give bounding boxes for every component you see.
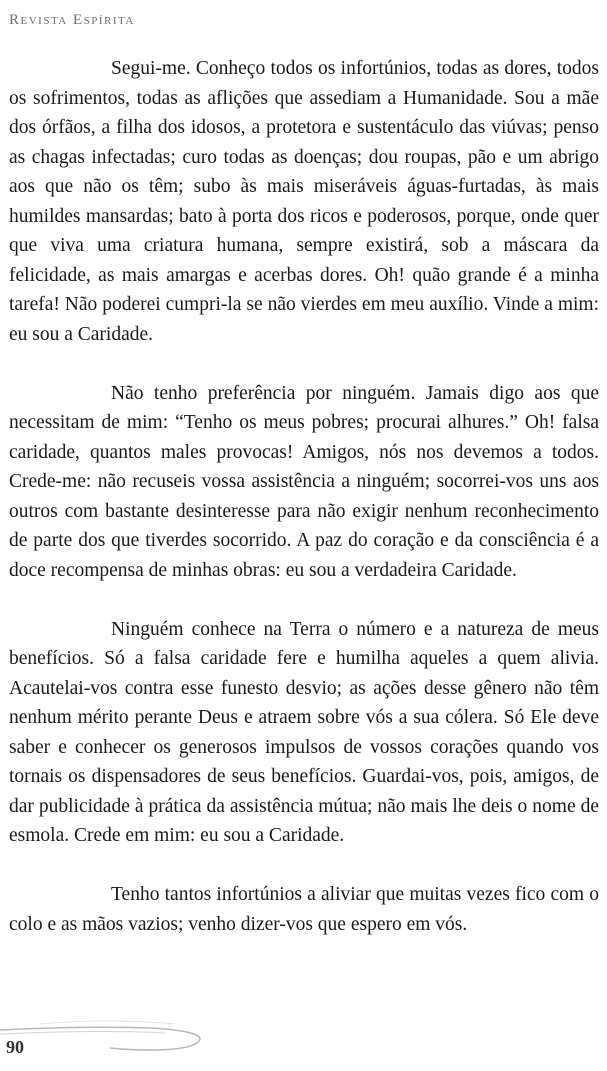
page-number: 90: [6, 1037, 24, 1057]
paragraph-3: Ninguém conhece na Terra o número e a natureza de meus benefícios. Só a falsa caridade fere e humilha aqueles a quem alivia. Acautelai-vos contra esse funesto desvio; as ações desse gênero não têm nenhum mérito perante Deus e atraem sobre vós a sua cólera. Só Ele deve saber e conhecer os generosos impulsos de vossos corações quando vos tornais os dispensadores de seus benefícios. Guardai-vos, pois, amigos, de dar publicidade à prática da assistência mútua; não mais lhe deis o nome de esmola. Crede em mim: eu sou a Caridade.: [9, 618, 599, 846]
running-header: Revista Espírita: [9, 12, 135, 28]
swoosh-ornament: [0, 1010, 220, 1060]
paragraph-4: Tenho tantos infortúnios a aliviar que muitas vezes fico com o colo e as mãos vazios; venho dizer-vos que espero em vós.: [9, 884, 599, 935]
paragraph-1: Segui-me. Conheço todos os infortúnios, todas as dores, todos os sofrimentos, todas as aflições que assediam a Humanidade. Sou a mãe dos órfãos, a filha dos idosos, a protetora e sustentáculo das viúvas; penso as chagas infectadas; curo todas as doenças; dou roupas, pão e um abrigo aos que não os têm; subo às mais miseráveis águas-furtadas, às mais humildes mansardas; bato à porta dos ricos e poderosos, porque, onde quer que viva uma criatura humana, sempre existirá, sob a máscara da felicidade, as mais amargas e acerbas dores. Oh! quão grande é a minha tarefa! Não poderei cumpri-la se não vierdes em meu auxílio. Vinde a mim: eu sou a Caridade.: [9, 58, 599, 345]
body-text: [9, 54, 599, 939]
paragraph-2: Não tenho preferência por ninguém. Jamais digo aos que necessitam de mim: “Tenho os meus pobres; procurai alhures.” Oh! falsa caridade, quantos males provocas! Amigos, nós nos devemos a todos. Crede-me: não recuseis vossa assistência a ninguém; socorrei-vos uns aos outros com bastante desinteresse para não exigir nenhum reconhecimento de parte dos que tiverdes socorrido. A paz do coração e da consciência é a doce recompensa de minhas obras: eu sou a verdadeira Caridade.: [9, 382, 599, 581]
